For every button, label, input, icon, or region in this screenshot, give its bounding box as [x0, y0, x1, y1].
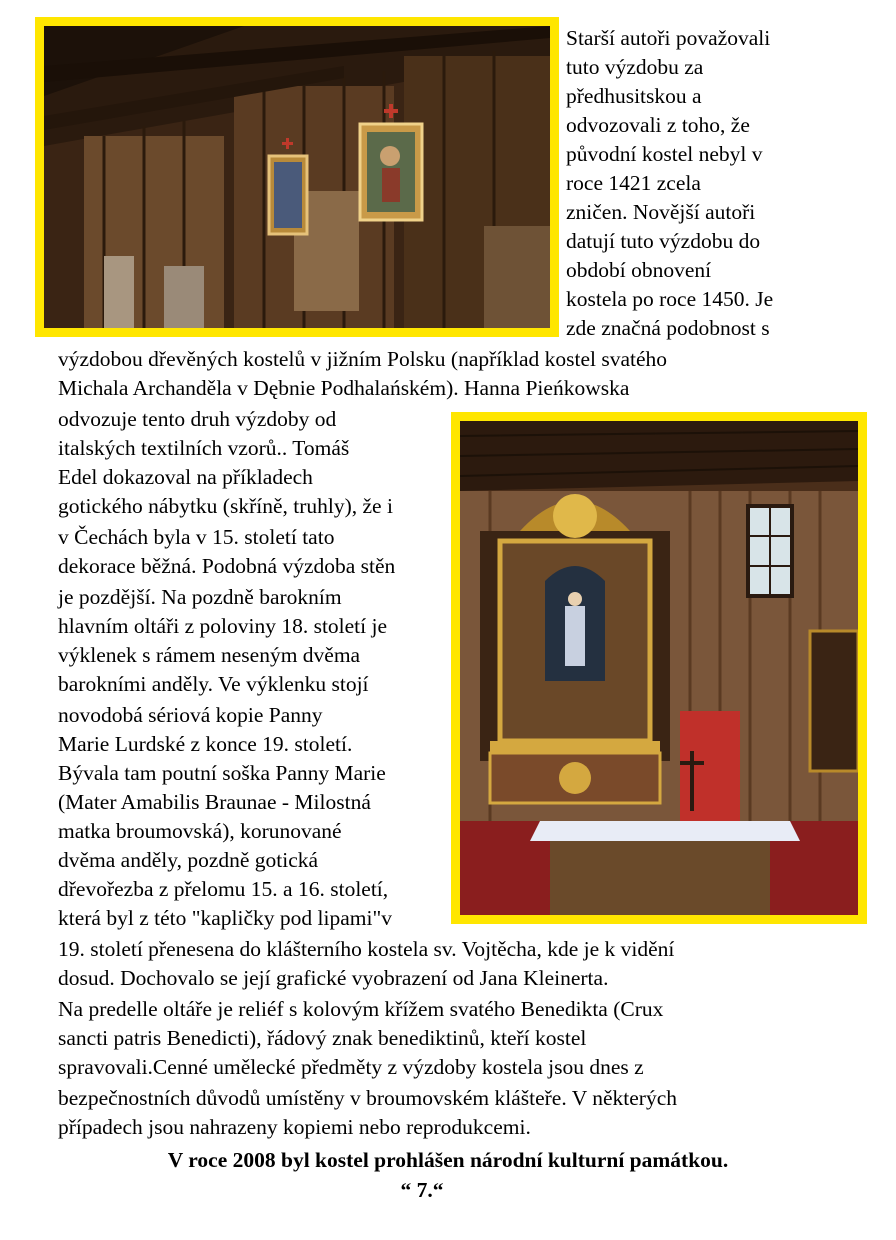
text-line: je pozdější. Na pozdně barokním: [58, 585, 342, 609]
text-line: výzdobou dřevěných kostelů v jižním Polsku (například kostel svatého: [58, 347, 668, 371]
text-line: gotického nábytku (skříně, truhly), že i: [58, 494, 393, 518]
text-line: období obnovení: [566, 258, 712, 282]
closing-statement: V roce 2008 byl kostel prohlášen národní kulturní památkou.: [167, 1148, 729, 1172]
page-number: “ 7.“: [400, 1178, 444, 1202]
church-interior-wooden-walls-icon: [44, 26, 550, 328]
text-line: Na predelle oltáře je reliéf s kolovým křížem svatého Benedikta (Crux: [58, 997, 664, 1021]
text-line: Bývala tam poutní soška Panny Marie: [58, 761, 386, 785]
text-line: která byl z této "kapličky pod lipami"v: [58, 906, 392, 930]
text-line: hlavním oltáři z poloviny 18. století je: [58, 614, 388, 638]
text-line: matka broumovská), korunované: [58, 819, 342, 843]
text-line: spravovali.Cenné umělecké předměty z výzdoby kostela jsou dnes z: [58, 1055, 644, 1079]
text-line: sancti patris Benedicti), řádový znak benediktinů, kteří kostel: [58, 1026, 587, 1050]
text-line: italských textilních vzorů.. Tomáš: [58, 436, 350, 460]
text-line: případech jsou nahrazeny kopiemi nebo reprodukcemi.: [58, 1115, 531, 1139]
text-line: dvěma anděly, pozdně gotická: [58, 848, 319, 872]
text-line: předhusitskou a: [566, 84, 702, 108]
text-line: barokními anděly. Ve výklenku stojí: [58, 672, 369, 696]
text-line: Marie Lurdské z konce 19. století.: [58, 732, 353, 756]
baroque-altar-icon: [460, 421, 858, 915]
text-line: zničen. Novější autoři: [566, 200, 756, 224]
text-line: novodobá sériová kopie Panny: [58, 703, 323, 727]
text-line: v Čechách byla v 15. století tato: [58, 525, 335, 549]
text-line: datují tuto výzdobu do: [566, 229, 761, 253]
text-line: Michala Archanděla v Dębnie Podhalańském). Hanna Pieńkowska: [58, 376, 630, 400]
text-line: původní kostel nebyl v: [566, 142, 763, 166]
text-line: výklenek s rámem neseným dvěma: [58, 643, 361, 667]
text-line: dekorace běžná. Podobná výzdoba stěn: [58, 554, 396, 578]
text-line: dosud. Dochovalo se její grafické vyobrazení od Jana Kleinerta.: [58, 966, 609, 990]
text-line: odvozovali z toho, že: [566, 113, 750, 137]
text-line: roce 1421 zcela: [566, 171, 701, 195]
text-line: Starší autoři považovali: [566, 26, 771, 50]
text-line: tuto výzdobu za: [566, 55, 704, 79]
text-line: (Mater Amabilis Braunae - Milostná: [58, 790, 371, 814]
text-line: dřevořezba z přelomu 15. a 16. století,: [58, 877, 389, 901]
text-line: bezpečnostních důvodů umístěny v broumovském klášteře. V některých: [58, 1086, 677, 1110]
text-line: Edel dokazoval na příkladech: [58, 465, 313, 489]
photo-wooden-interior: [35, 17, 559, 337]
text-line: zde značná podobnost s: [566, 316, 770, 340]
photo-baroque-altar: [451, 412, 867, 924]
text-line: odvozuje tento druh výzdoby od: [58, 407, 337, 431]
text-line: kostela po roce 1450. Je: [566, 287, 774, 311]
text-line: 19. století přenesena do klášterního kostela sv. Vojtěcha, kde je k vidění: [58, 937, 675, 961]
